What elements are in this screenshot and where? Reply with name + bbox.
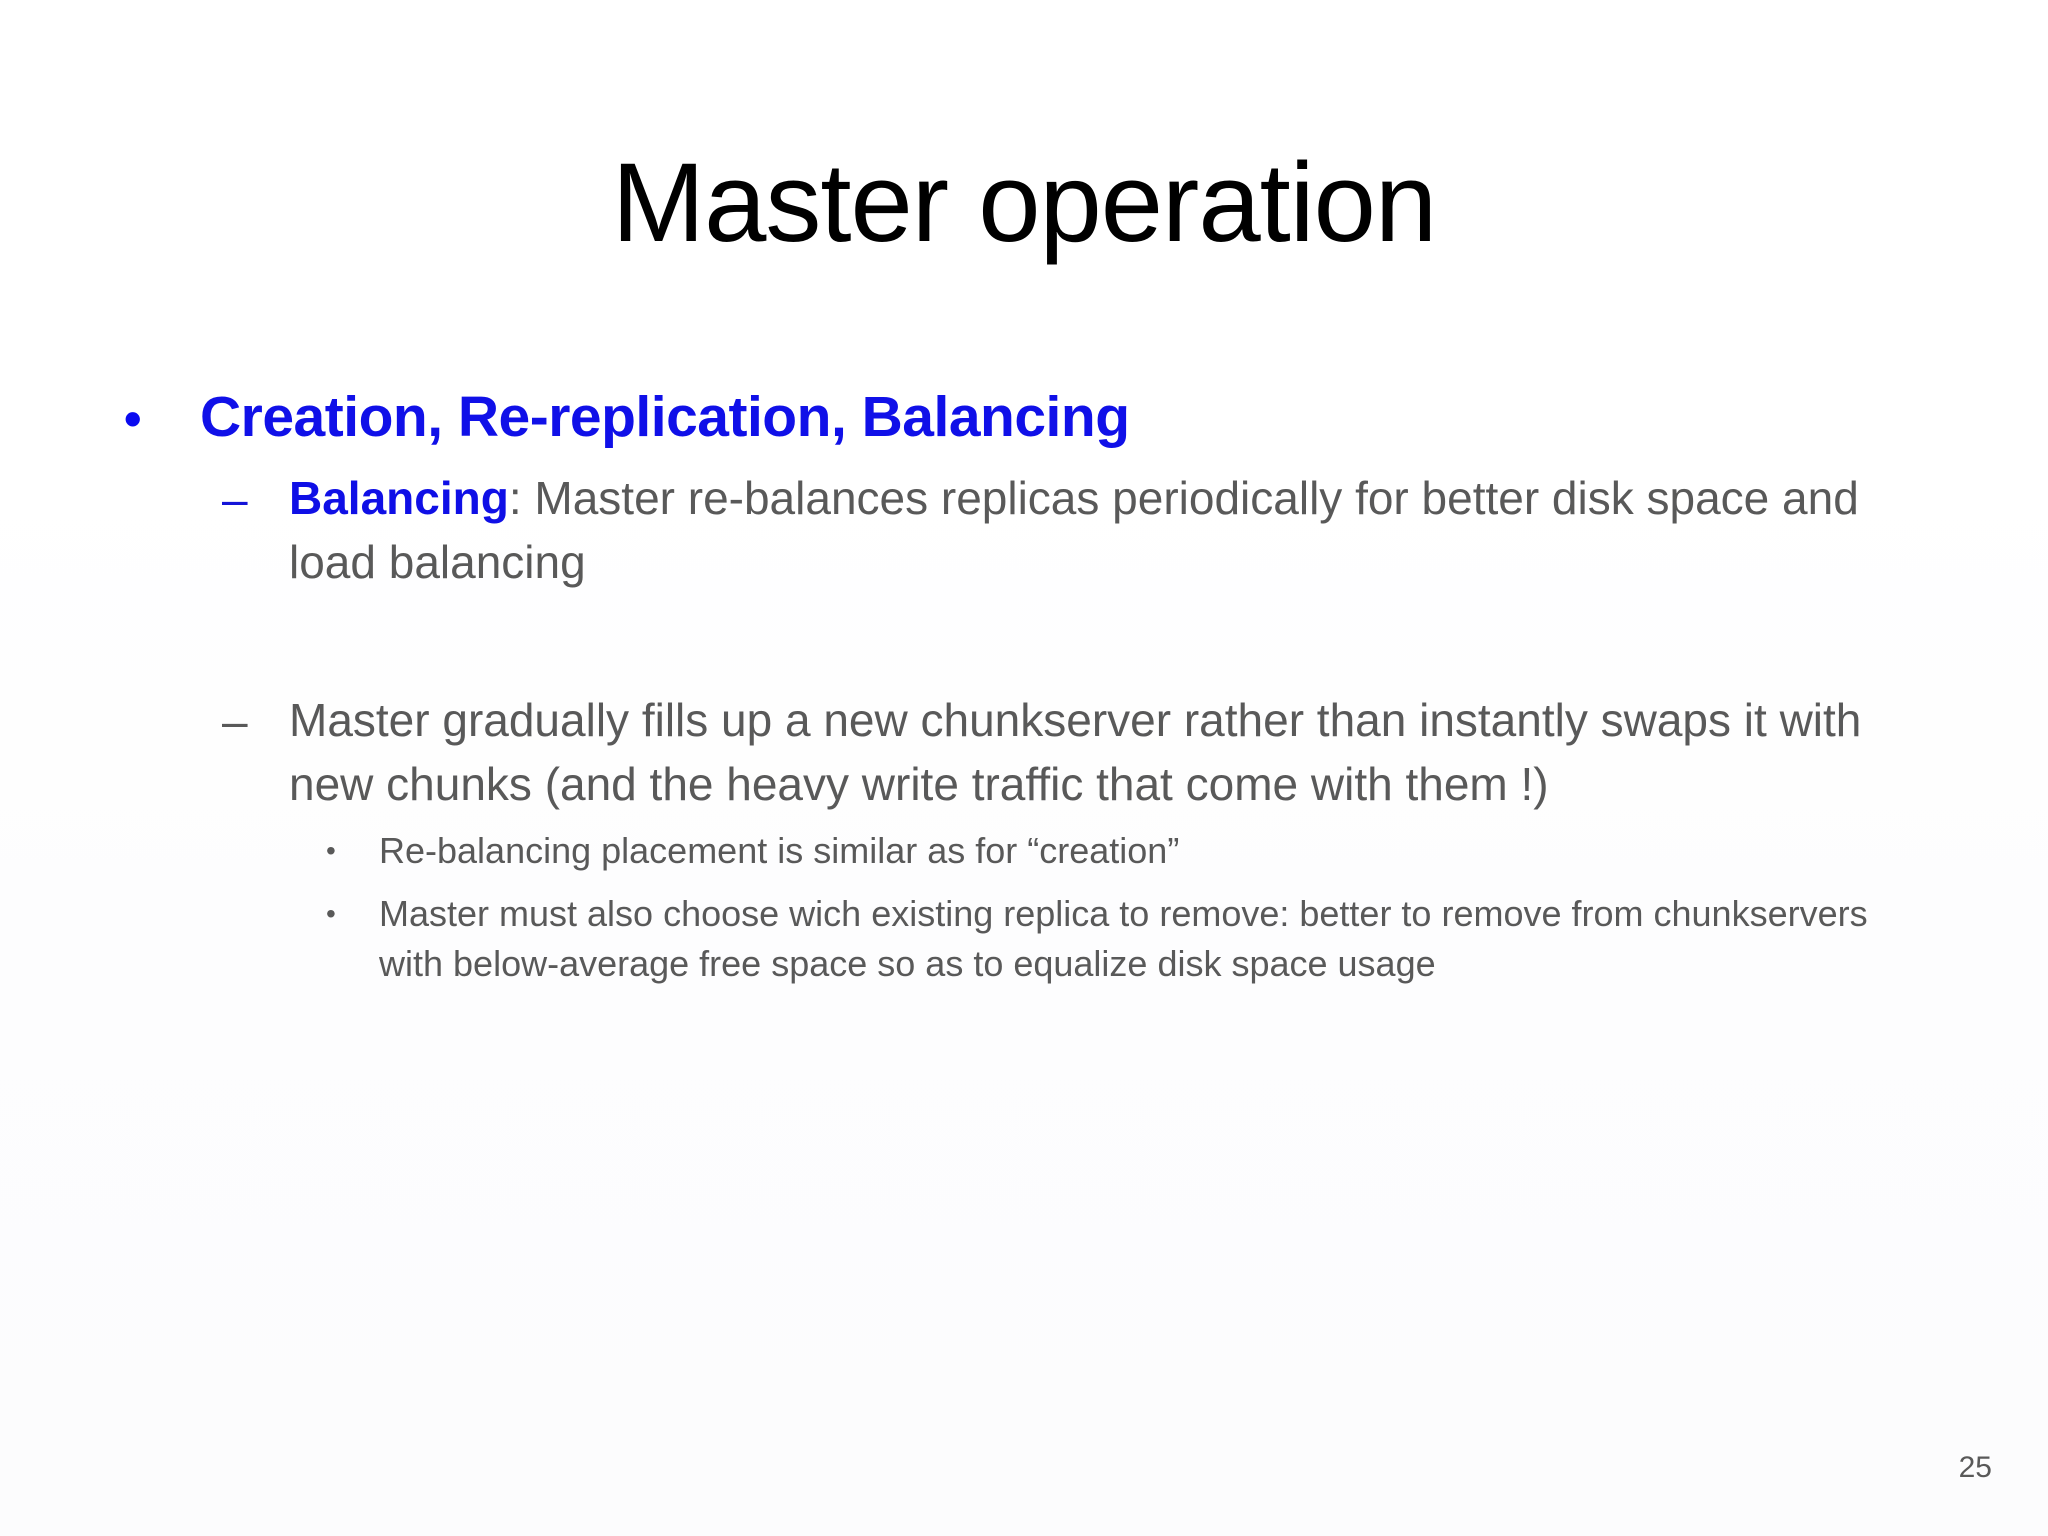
sub-bullet-marker: •: [326, 898, 336, 929]
slide-title: Master operation: [611, 140, 1437, 265]
dash-marker: –: [222, 473, 248, 525]
sub-bullet-marker: •: [326, 835, 336, 866]
bullet-heading: Creation, Re-replication, Balancing: [200, 385, 1130, 449]
fill-chunkserver-item: Master gradually fills up a new chunkserver rather than instantly swaps it with new chunks (and the heavy write traffic that come with them !): [289, 694, 1862, 810]
rebalancing-placement-item: Re-balancing placement is similar as for “creation”: [379, 830, 1180, 871]
dash-marker: –: [222, 695, 248, 747]
remove-replica-item: Master must also choose wich existing replica to remove: better to remove from chunkservers with below-average free space so as to equalize disk space usage: [379, 893, 1868, 984]
balancing-keyword: Balancing: [289, 472, 509, 524]
balancing-item: [289, 466, 1949, 594]
balancing-description: : Master re-balances replicas periodically for better disk space and load balancing: [289, 472, 1859, 588]
bullet-marker: •: [124, 391, 142, 447]
page-number: 25: [1958, 1451, 1992, 1484]
